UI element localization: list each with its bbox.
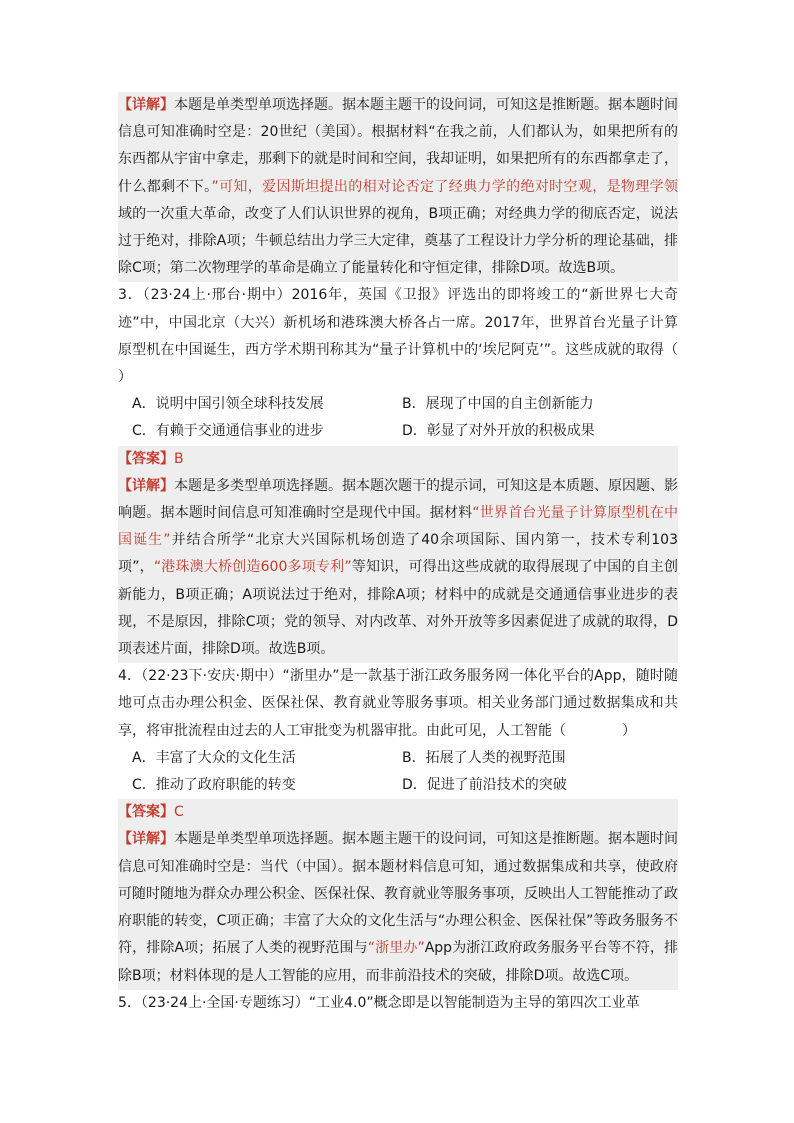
question-3-stem: 3．（23·24上·邢台·期中）2016年，英国《卫报》评选出的即将竣工的“新世界七大奇迹”中，中国北京（大兴）新机场和港珠澳大桥各占一席。2017年，世界首台光量子计算原型机在中国诞生，西方学术期刊称其为“量子计算机中的‘埃尼阿克’”。这些成就的取得（ ） [118, 287, 720, 386]
option-c: C．有赖于交通通信事业的进步 [132, 423, 324, 440]
detail-highlight: ”可知，爱因斯坦提出的相对论否定了经典力学的绝对时空观，是物理学领 [211, 178, 678, 195]
detail-highlight-2: “港珠澳大桥创造600多项专利” [153, 559, 352, 576]
detail-highlight: “浙里办” [367, 940, 425, 957]
question-3-answer [118, 446, 678, 473]
question-4-text: “浙里办”是一款基于浙江政务服务网一体化平台的App，随时随地可点击办理公积金、医保社保、教育就业等服务事项。相关业务部门通过数据集成和共享，将审批流程由过去的人工审批变为机器审批。由此可见，人工智能（ ） [118, 668, 679, 739]
answer-tag: 【答案】 [118, 804, 174, 821]
document-page [118, 92, 720, 1017]
question-4-answer [118, 799, 678, 826]
detail-previous-question [118, 92, 678, 282]
detail-text-2: App为浙江政府政务服务平台等不符，排除B项；材料体现的是人工智能的应用，而非前沿技术的突破，排除D项。故选C项。 [118, 940, 678, 984]
question-4-stem [118, 663, 678, 745]
detail-text-2: 域的一次重大革命，改变了人们认识世界的视角，B项正确；对经典力学的彻底否定，说法过于绝对，排除A项；牛顿总结出力学三大定律，奠基了工程设计力学分析的理论基础，排除C项；第二次物理学的革命是确立了能量转化和守恒定律，排除D项。故选B项。 [118, 205, 678, 277]
option-d: D．促进了前沿技术的突破 [402, 777, 567, 794]
option-b: B．展现了中国的自主创新能力 [402, 396, 594, 413]
answer-value: B [174, 450, 184, 467]
option-a: A．说明中国引领全球科技发展 [132, 396, 324, 413]
answer-value: C [174, 804, 184, 821]
question-4-source: 4．（22·23下·安庆·期中） [118, 668, 283, 685]
option-b: B．拓展了人类的视野范围 [402, 749, 566, 766]
question-4-options [118, 745, 678, 799]
detail-tag: 【详解】 [118, 477, 174, 494]
detail-text-2: 并结合所学“北京大兴国际机场创造了40余项国际、国内第一，技术专利103项”， [118, 532, 678, 576]
answer-tag: 【答案】 [118, 450, 174, 467]
detail-highlight: “世界首台光量子计算原型机在中国诞生” [118, 505, 678, 549]
detail-text: 本题是多类型单项选择题。据本题次题干的提示词，可知这是本质题、原因题、影响题。据本题时间信息可知准确时空是现代中国。据材料 [118, 477, 678, 522]
question-3-options [118, 391, 678, 445]
question-5-stem: 5．（23·24上·全国·专题练习）“工业4.0”概念即是以智能制造为主导的第四次工业革 [118, 994, 640, 1011]
detail-text-3: 等知识，可得出这些成就的取得展现了中国的自主创新能力，B项正确；A项说法过于绝对，排除A项；材料中的成就是交通通信事业进步的表现，不是原因，排除C项；党的领导、对内改革、对外开放等多因素促进了成就的取得，D项表述片面，排除D项。故选B项。 [118, 559, 678, 658]
question-3-detail [118, 473, 678, 663]
detail-text: 本题是单类型单项选择题。据本题主题干的设问词，可知这是推断题。据本题时间信息可知准确时空是：20世纪（美国）。根据材料“在我之前，人们都认为，如果把所有的东西都从宇宙中拿走，那剩下的就是时间和空间，我却证明，如果把所有的东西都拿走了，什么都剩不下。 [118, 97, 678, 195]
detail-tag: 【详解】 [118, 97, 174, 113]
detail-tag: 【详解】 [118, 831, 174, 848]
detail-text: 本题是单类型单项选择题。据本题主题干的设问词，可知这是推断题。据本题时间信息可知准确时空是：当代（中国）。据本题材料信息可知，通过数据集成和共享，使政府可随时随地为群众办理公积金、医保社保、教育就业等服务事项，反映出人工智能推动了政府职能的转变，C项正确；丰富了大众的文化生活与“办理公积金、医保社保”等政务服务不符，排除A项；拓展了人类的视野范围与 [118, 831, 678, 957]
option-c: C．推动了政府职能的转变 [132, 777, 296, 794]
question-4-detail [118, 826, 678, 989]
option-a: A．丰富了大众的文化生活 [132, 749, 296, 766]
option-d: D．彰显了对外开放的积极成果 [402, 423, 595, 440]
